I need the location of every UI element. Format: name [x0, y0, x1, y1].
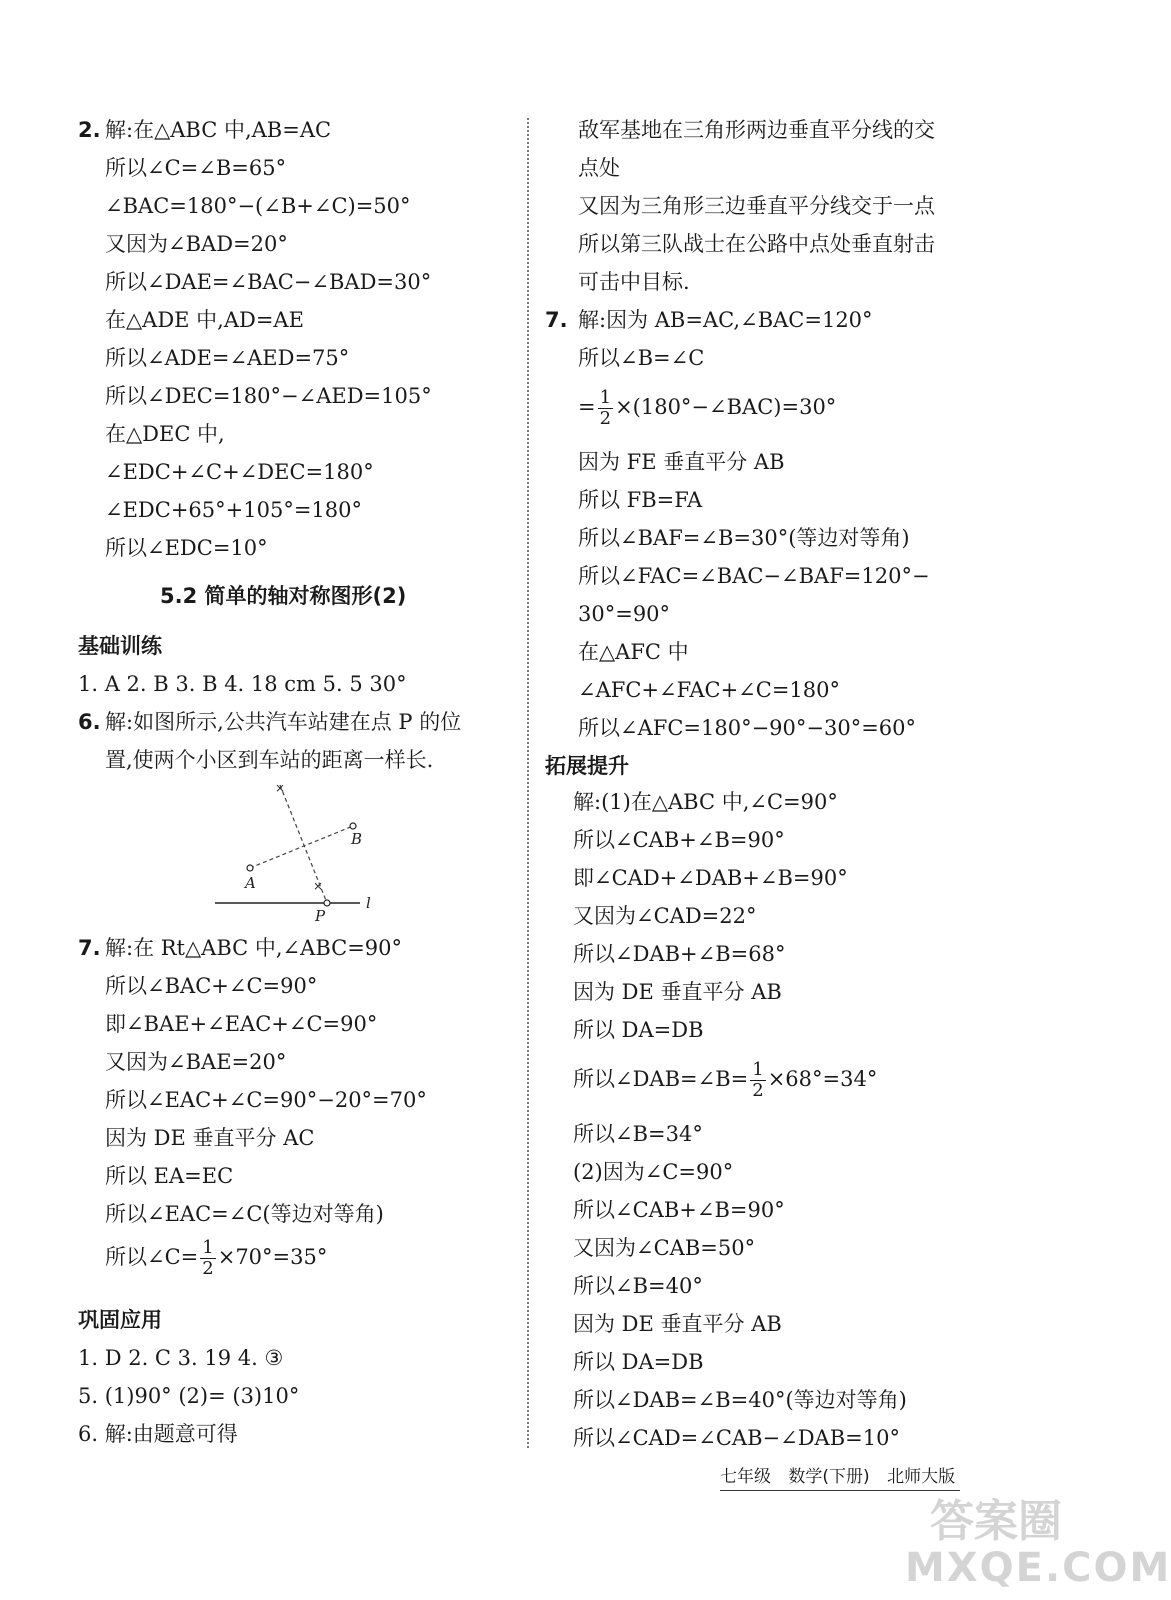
- solution-line: 所以∠EDC=10°: [105, 536, 268, 560]
- solution-line: 所以∠AFC=180°−90°−30°=60°: [578, 716, 917, 740]
- fraction: [750, 1060, 765, 1101]
- label-a: A: [245, 874, 256, 892]
- consolidate-answers: 5. (1)90° (2)= (3)10°: [78, 1384, 300, 1408]
- heading-extend: 拓展提升: [545, 754, 629, 778]
- heading-consolidate: 巩固应用: [78, 1308, 162, 1332]
- basic-answers: 1. A 2. B 3. B 4. 18 cm 5. 5 30°: [78, 672, 407, 696]
- solution-line: 可击中目标.: [578, 270, 690, 294]
- label-l: l: [366, 894, 371, 912]
- solution-line: 所以∠BAF=∠B=30°(等边对等角): [578, 526, 910, 550]
- numerator: 1: [599, 387, 612, 408]
- solution-line: 所以第三队战士在公路中点处垂直射击: [578, 232, 935, 256]
- solution-line: 所以∠C=∠B=65°: [105, 156, 287, 180]
- solution-line: 所以∠CAB+∠B=90°: [573, 828, 785, 852]
- geometry-figure: [205, 780, 385, 925]
- solution-line: 所以 DA=DB: [573, 1018, 704, 1042]
- solution-line: 解:在△ABC 中,AB=AC: [105, 118, 332, 142]
- solution-line: ∠AFC+∠FAC+∠C=180°: [578, 678, 841, 702]
- question-number: 7.: [545, 308, 568, 332]
- solution-line: (2)因为∠C=90°: [573, 1160, 734, 1184]
- solution-line-fraction: [578, 388, 836, 429]
- heading-basic-training: 基础训练: [78, 634, 162, 658]
- solution-line: 所以∠DEC=180°−∠AED=105°: [105, 384, 432, 408]
- solution-line: 又因为∠BAE=20°: [105, 1050, 287, 1074]
- solution-line: 解:因为 AB=AC,∠BAC=120°: [578, 308, 873, 332]
- solution-line: 所以 EA=EC: [105, 1164, 234, 1188]
- svg-text:×: ×: [275, 781, 286, 795]
- solution-line: 所以∠B=∠C: [578, 346, 705, 370]
- solution-line: 因为 DE 垂直平分 AC: [105, 1126, 315, 1150]
- solution-line: 解:(1)在△ABC 中,∠C=90°: [573, 790, 838, 814]
- solution-line: 所以∠DAB=∠B=40°(等边对等角): [573, 1388, 907, 1412]
- solution-line: 所以∠EAC=∠C(等边对等角): [105, 1202, 384, 1226]
- footer-rule: [720, 1490, 960, 1491]
- solution-line: 所以∠FAC=∠BAC−∠BAF=120°−: [578, 564, 930, 588]
- solution-line: 所以∠CAD=∠CAB−∠DAB=10°: [573, 1426, 900, 1450]
- solution-line: 又因为∠CAD=22°: [573, 904, 757, 928]
- solution-line: 在△DEC 中,: [105, 422, 225, 446]
- solution-line: 即∠BAE+∠EAC+∠C=90°: [105, 1012, 378, 1036]
- watermark-logo: 答案圈: [930, 1496, 1062, 1547]
- frac-pre: 所以∠DAB=∠B=: [573, 1067, 749, 1091]
- solution-line: 点处: [578, 156, 620, 180]
- frac-post: ×70°=35°: [217, 1245, 328, 1269]
- solution-line: 所以∠B=40°: [573, 1274, 703, 1298]
- svg-text:×: ×: [313, 879, 324, 893]
- label-p: P: [315, 907, 326, 925]
- footer-grade: 七年级: [720, 1467, 771, 1487]
- frac-pre: 所以∠C=: [105, 1245, 199, 1269]
- solution-line: 即∠CAD+∠DAB+∠B=90°: [573, 866, 848, 890]
- numerator: 1: [752, 1059, 764, 1080]
- solution-line: 又因为∠CAB=50°: [573, 1236, 756, 1260]
- solution-line: 所以∠DAB+∠B=68°: [573, 942, 786, 966]
- solution-line: 所以 DA=DB: [573, 1350, 704, 1374]
- solution-line: 所以∠DAE=∠BAC−∠BAD=30°: [105, 270, 432, 294]
- frac-post: ×68°=34°: [767, 1067, 878, 1091]
- footer-subject: 数学(下册): [788, 1467, 870, 1487]
- frac-pre: =: [578, 395, 596, 419]
- solution-line: 所以∠BAC+∠C=90°: [105, 974, 318, 998]
- solution-line: 在△AFC 中: [578, 640, 689, 664]
- question-number: 7.: [78, 936, 101, 960]
- point-b: [350, 823, 356, 829]
- section-title: 5.2 简单的轴对称图形(2): [160, 584, 407, 608]
- segment-ab: [250, 826, 353, 868]
- point-a: [247, 865, 253, 871]
- denominator: 2: [752, 1080, 764, 1101]
- numerator: 1: [202, 1237, 214, 1258]
- solution-line-fraction: [105, 1238, 327, 1279]
- solution-line: 解:如图所示,公共汽车站建在点 P 的位: [105, 710, 462, 734]
- point-p: [324, 900, 330, 906]
- question-number: 2.: [78, 118, 101, 142]
- solution-line: 又因为三角形三边垂直平分线交于一点: [578, 194, 935, 218]
- solution-line: 置,使两个小区到车站的距离一样长.: [105, 748, 434, 772]
- consolidate-answers: 6. 解:由题意可得: [78, 1422, 238, 1446]
- solution-line: 因为 DE 垂直平分 AB: [573, 1312, 782, 1336]
- consolidate-answers: 1. D 2. C 3. 19 4. ③: [78, 1346, 284, 1370]
- fraction: [598, 388, 613, 429]
- solution-line: ∠EDC+∠C+∠DEC=180°: [105, 460, 374, 484]
- watermark-url: MXQE.COM: [905, 1545, 1171, 1591]
- solution-line: ∠BAC=180°−(∠B+∠C)=50°: [105, 194, 411, 218]
- solution-line: 所以∠B=34°: [573, 1122, 703, 1146]
- denominator: 2: [599, 408, 612, 429]
- solution-line: 敌军基地在三角形两边垂直平分线的交: [578, 118, 935, 142]
- denominator: 2: [202, 1258, 214, 1279]
- solution-line: 因为 DE 垂直平分 AB: [573, 980, 782, 1004]
- solution-line: 又因为∠BAD=20°: [105, 232, 288, 256]
- solution-line: 解:在 Rt△ABC 中,∠ABC=90°: [105, 936, 403, 960]
- solution-line: 所以∠CAB+∠B=90°: [573, 1198, 785, 1222]
- frac-post: ×(180°−∠BAC)=30°: [615, 395, 837, 419]
- solution-line: 30°=90°: [578, 602, 671, 626]
- solution-line: ∠EDC+65°+105°=180°: [105, 498, 363, 522]
- solution-line: 所以 FB=FA: [578, 488, 703, 512]
- fraction: [200, 1238, 215, 1279]
- label-b: B: [351, 830, 363, 848]
- solution-line: 因为 FE 垂直平分 AB: [578, 450, 785, 474]
- page-footer: [720, 1462, 967, 1487]
- solution-line-fraction: [573, 1060, 877, 1101]
- solution-line: 所以∠EAC+∠C=90°−20°=70°: [105, 1088, 427, 1112]
- solution-line: 所以∠ADE=∠AED=75°: [105, 346, 350, 370]
- solution-line: 在△ADE 中,AD=AE: [105, 308, 304, 332]
- question-number: 6.: [78, 710, 101, 734]
- footer-edition: 北师大版: [887, 1467, 956, 1487]
- column-divider: [527, 118, 529, 1448]
